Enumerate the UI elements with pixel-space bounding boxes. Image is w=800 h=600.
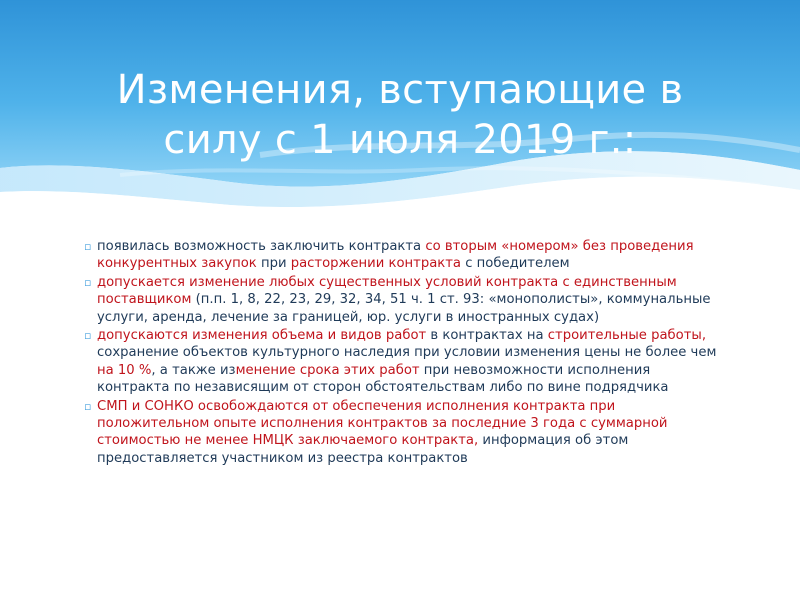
- text-segment: появилась возможность заключить контракта: [97, 239, 426, 254]
- text-segment: информация об этом предоставляется участником из реестра контрактов: [97, 433, 629, 466]
- title-line-1: Изменения, вступающие в: [116, 66, 684, 113]
- bullet-item-4: [84, 398, 724, 468]
- slide-title: [30, 65, 770, 165]
- highlighted-text-segment: расторжении контракта: [290, 256, 462, 272]
- square-bullet-icon: ▫: [84, 399, 92, 413]
- square-bullet-icon: ▫: [84, 275, 92, 289]
- highlighted-text-segment: допускается изменение любых существенных условий контракта с единственным поставщиком: [97, 274, 677, 308]
- highlighted-text-segment: на 10 %: [97, 362, 152, 378]
- highlighted-text-segment: СМП и СОНКО освобождаются от обеспечения исполнения контракта при положительном опыте исполнения контрактов за последние 3 года с суммарной стоимостью не менее НМЦК заключаемого контракта,: [97, 398, 668, 449]
- text-segment: при: [256, 256, 291, 272]
- bullet-text: [97, 275, 711, 325]
- highlighted-text-segment: допускаются изменения объема и видов работ: [97, 328, 427, 344]
- text-segment: в контрактах на: [426, 328, 548, 344]
- text-segment: , а также из: [151, 362, 236, 378]
- highlighted-text-segment: со вторым «номером» без проведения конкурентных закупок: [97, 239, 694, 272]
- highlighted-text-segment: менение срока этих работ: [235, 362, 420, 378]
- text-segment: с победителем: [461, 256, 570, 272]
- text-segment: при невозможности исполнения контракта по независящим от сторон обстоятельствам либо по вине подрядчика: [97, 362, 669, 396]
- bullet-text: [97, 239, 694, 271]
- square-bullet-icon: ▫: [84, 329, 92, 343]
- bullet-text: [97, 399, 667, 466]
- bullet-text: [97, 328, 716, 395]
- bullet-item-1: [84, 238, 724, 273]
- square-bullet-icon: ▫: [84, 240, 92, 253]
- bullet-item-2: [84, 274, 724, 326]
- bullet-list: [84, 238, 724, 468]
- title-line-2: силу с 1 июля 2019 г.:: [163, 116, 637, 163]
- text-segment: (п.п. 1, 8, 22, 23, 29, 32, 34, 51 ч. 1 ст. 93: «монополисты», коммунальные услуги, аренда, лечение за границей, юр. услуги в иностранных судах): [97, 292, 711, 325]
- highlighted-text-segment: строительные работы,: [547, 328, 707, 344]
- bullet-item-3: [84, 327, 724, 397]
- text-segment: сохранение объектов культурного наследия при условии изменения цены не более чем: [97, 345, 717, 361]
